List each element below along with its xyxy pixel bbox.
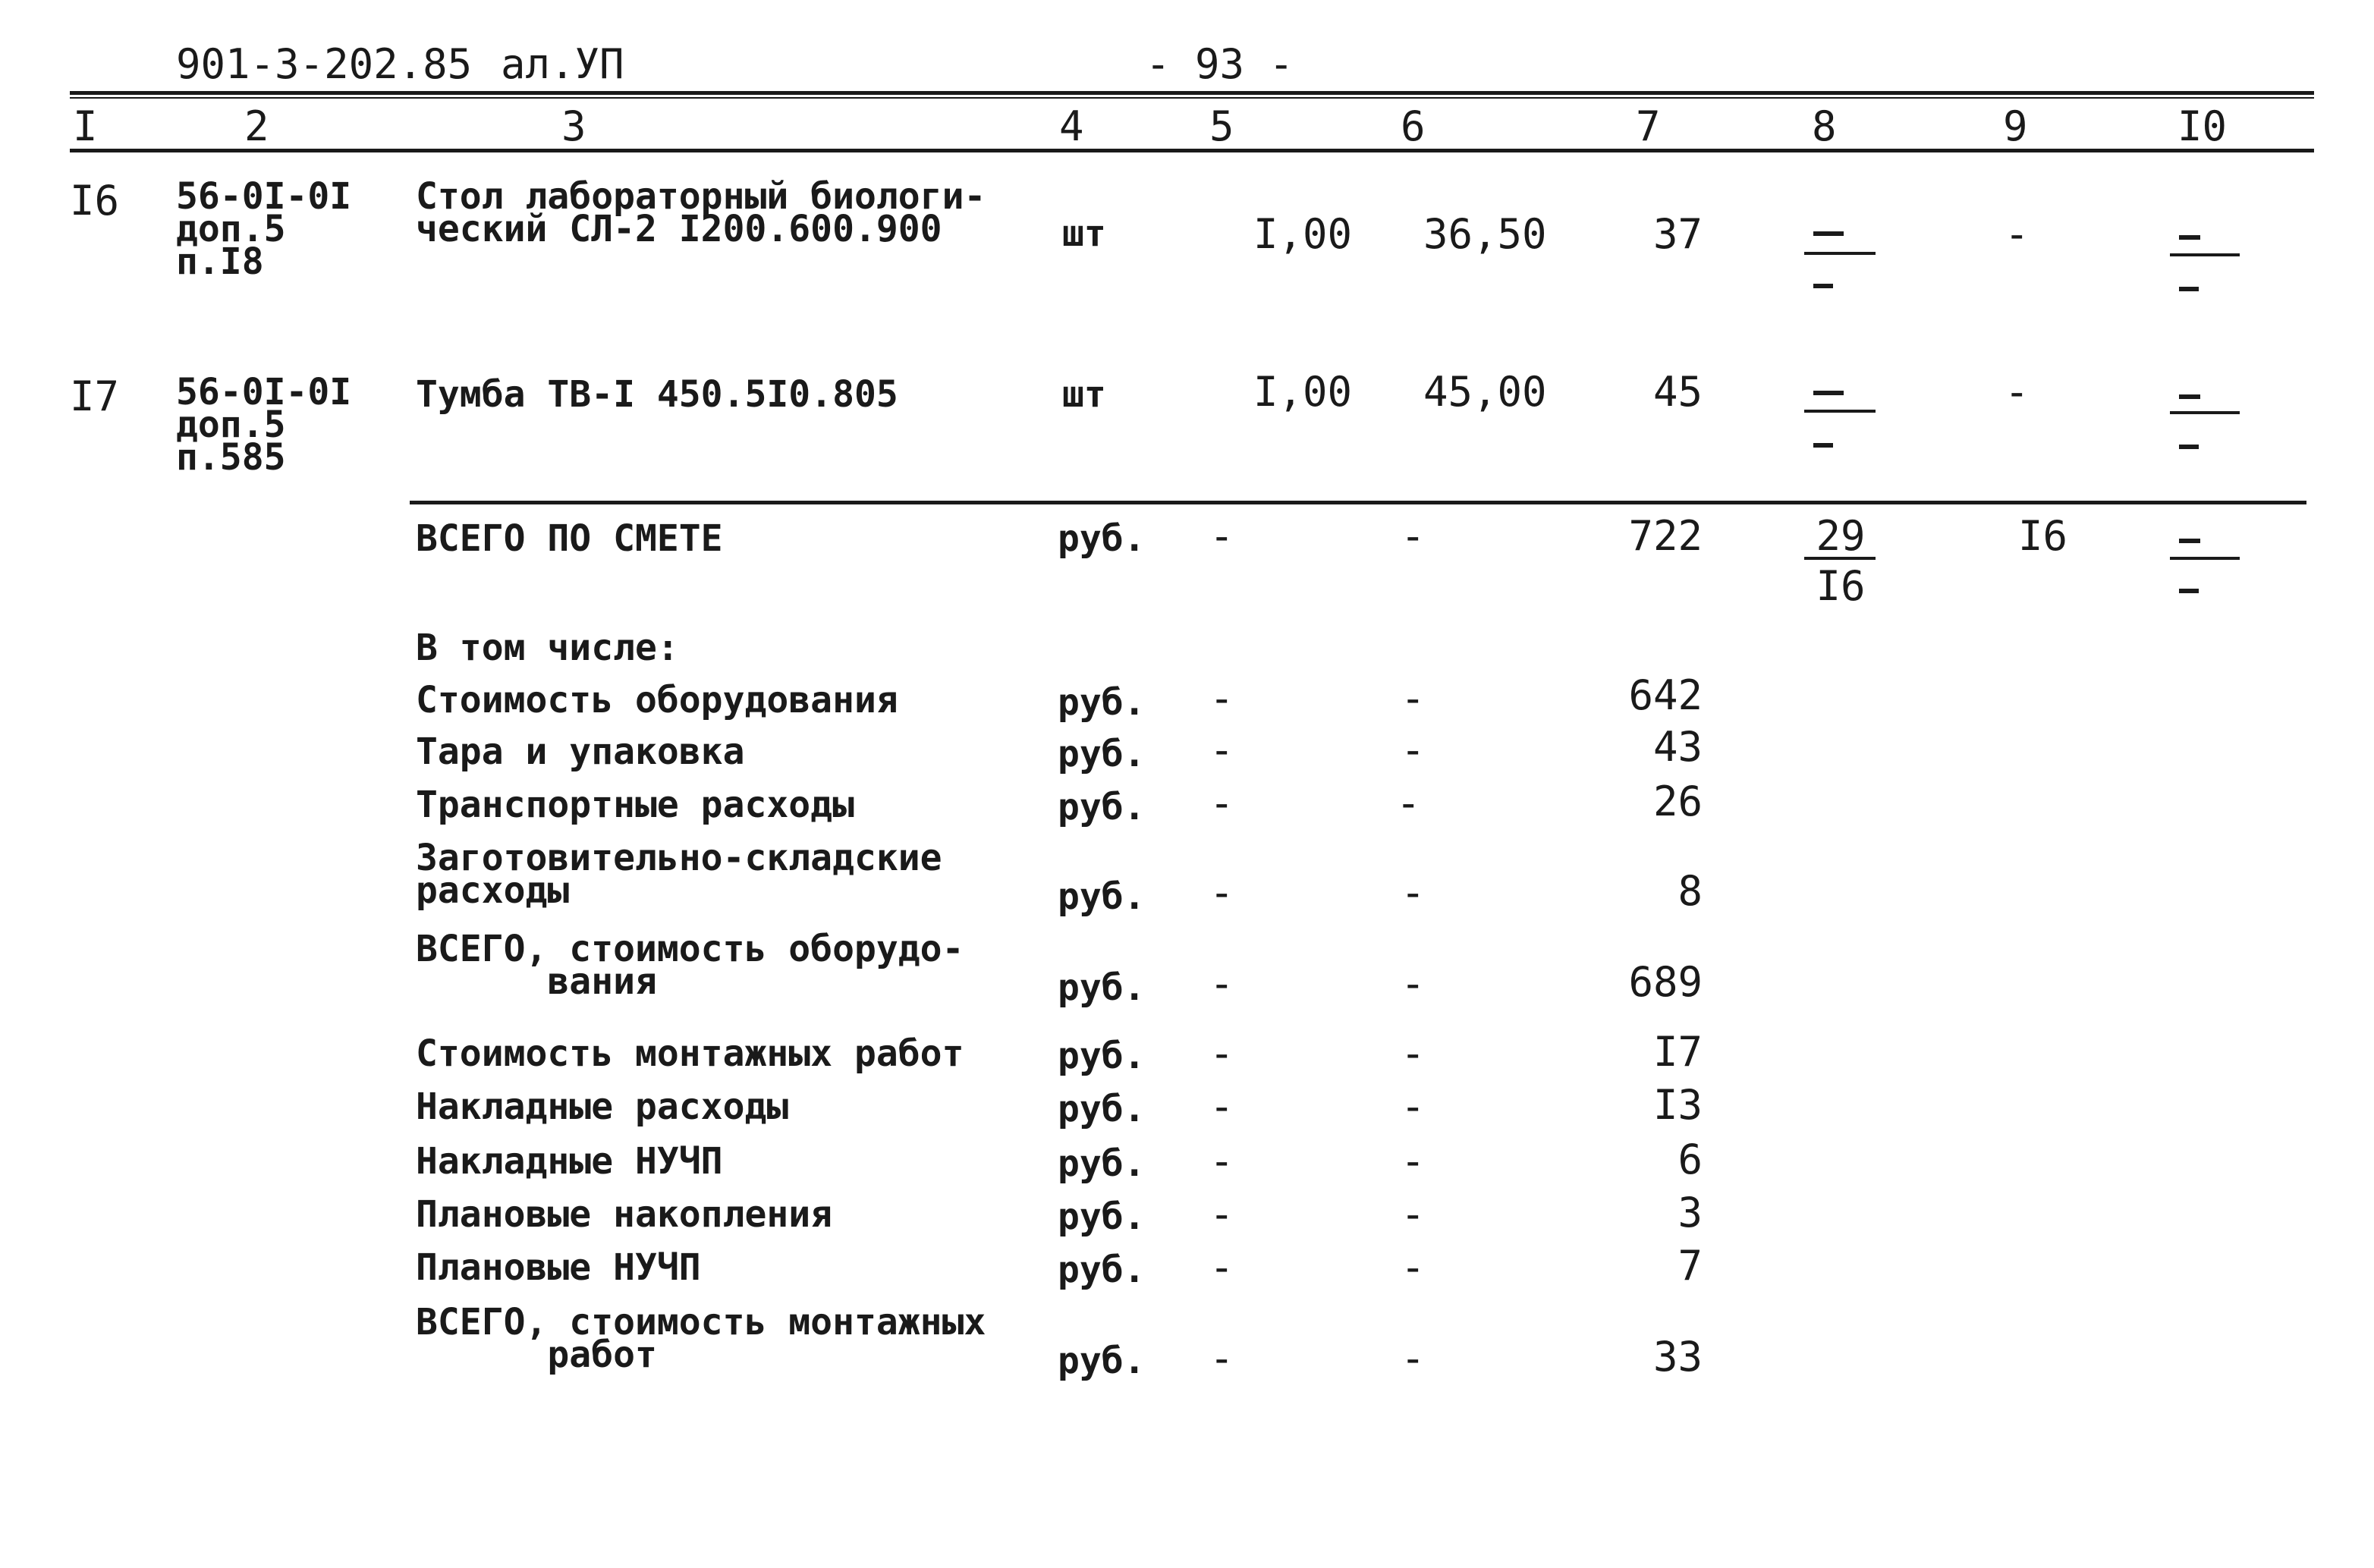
breakdown-qty: - (1209, 1190, 1234, 1238)
item-col9: - (2005, 210, 2030, 258)
breakdown-label: Тара и упаковка (416, 731, 745, 773)
breakdown-value: I3 (1652, 1081, 1703, 1129)
breakdown-qty: - (1209, 1334, 1234, 1382)
item-price: 45,00 (1423, 368, 1547, 416)
breakdown-qty: - (1209, 1029, 1234, 1077)
col-num-6: 6 (1401, 102, 1426, 150)
album-label: ал.УП (501, 40, 624, 88)
breakdown-value: 26 (1652, 778, 1703, 825)
item-number: I7 (70, 372, 120, 420)
breakdown-value: 33 (1652, 1333, 1703, 1381)
document-code: 901-3-202.85 (176, 40, 473, 88)
breakdown-price: - (1401, 1029, 1426, 1077)
breakdown-unit: руб. (1058, 1142, 1146, 1185)
grand-total-qty: - (1209, 512, 1234, 560)
item-unit: шт (1062, 373, 1106, 416)
col8-dash-bottom (1813, 443, 1833, 448)
col-num-9: 9 (2003, 102, 2028, 150)
breakdown-title: В том числе: (416, 627, 679, 669)
breakdown-qty: - (1209, 1137, 1234, 1185)
breakdown-value: 642 (1628, 671, 1703, 719)
col10-fraction-bar (2170, 411, 2240, 414)
item-price: 36,50 (1423, 210, 1547, 258)
col10-dash-top (2179, 394, 2200, 399)
col8-dash-top (1813, 231, 1844, 236)
page-number: - 93 - (1146, 40, 1294, 88)
breakdown-label: Плановые НУЧП (416, 1246, 701, 1289)
col-num-10: I0 (2177, 102, 2228, 150)
col-num-7: 7 (1636, 102, 1661, 150)
total-rule (410, 501, 2306, 504)
item-quantity: I,00 (1253, 368, 1353, 416)
breakdown-price: - (1401, 960, 1426, 1007)
breakdown-value: I7 (1652, 1028, 1703, 1076)
col10-dash-bottom (2179, 287, 2199, 291)
breakdown-value: 43 (1652, 723, 1703, 771)
breakdown-unit: руб. (1058, 786, 1146, 828)
breakdown-qty: - (1209, 726, 1234, 774)
header-rule-top-thin (70, 97, 2314, 99)
breakdown-label: Накладные НУЧП (416, 1140, 723, 1183)
item-name: Тумба ТВ-I 450.5I0.805 (416, 373, 898, 416)
item-total: 45 (1652, 368, 1703, 416)
col-num-8: 8 (1812, 102, 1837, 150)
item-number: I6 (70, 177, 120, 225)
col-num-4: 4 (1059, 102, 1084, 150)
breakdown-label: ВСЕГО, стоимость оборудо- вания (416, 928, 964, 1004)
col8-fraction-bar (1804, 252, 1876, 255)
item-code: 56-0I-0I доп.5 п.585 (176, 371, 352, 479)
breakdown-label: Стоимость монтажных работ (416, 1032, 964, 1075)
breakdown-price: - (1401, 674, 1426, 722)
breakdown-qty: - (1209, 674, 1234, 722)
col8-fraction-bar (1804, 410, 1876, 413)
breakdown-price: - (1401, 869, 1426, 916)
item-name: Стол лабораторный биологи- ческий СЛ-2 I200.600.900 (416, 175, 986, 251)
breakdown-value: 3 (1678, 1189, 1703, 1236)
item-code: 56-0I-0I доп.5 п.I8 (176, 175, 352, 284)
breakdown-price: - (1401, 1243, 1426, 1291)
breakdown-unit: руб. (1058, 733, 1146, 775)
grand-total-col10-dash-bottom (2179, 589, 2199, 593)
breakdown-unit: руб. (1058, 1035, 1146, 1077)
breakdown-label: Плановые накопления (416, 1193, 833, 1236)
grand-total-col8-denominator: I6 (1816, 562, 1866, 610)
breakdown-qty: - (1209, 779, 1234, 827)
col10-fraction-bar (2170, 253, 2240, 256)
header-rule-bottom (70, 149, 2314, 152)
col8-dash-bottom (1813, 284, 1833, 288)
breakdown-unit: руб. (1058, 1249, 1146, 1291)
item-quantity: I,00 (1253, 210, 1353, 258)
breakdown-qty: - (1209, 960, 1234, 1007)
item-unit: шт (1062, 212, 1106, 255)
breakdown-unit: руб. (1058, 875, 1146, 918)
breakdown-price: - (1401, 726, 1426, 774)
col-num-5: 5 (1209, 102, 1234, 150)
breakdown-label: ВСЕГО, стоимость монтажных работ (416, 1301, 986, 1377)
col-num-1: I (73, 102, 98, 150)
breakdown-value: 8 (1678, 867, 1703, 915)
breakdown-unit: руб. (1058, 966, 1146, 1009)
grand-total-value: 722 (1628, 512, 1703, 560)
item-col9: - (2005, 368, 2030, 416)
breakdown-price: - (1401, 1083, 1426, 1130)
col-num-3: 3 (561, 102, 586, 150)
grand-total-col10-bar (2170, 557, 2240, 560)
col-num-2: 2 (244, 102, 269, 150)
breakdown-value: 6 (1678, 1136, 1703, 1183)
item-total: 37 (1652, 210, 1703, 258)
grand-total-col9: I6 (2018, 512, 2068, 560)
col8-dash-top (1813, 391, 1844, 395)
grand-total-col8-bar (1804, 557, 1876, 560)
breakdown-qty: - (1209, 1243, 1234, 1291)
breakdown-value: 689 (1628, 958, 1703, 1006)
breakdown-price: - (1401, 1190, 1426, 1238)
breakdown-price: - (1396, 779, 1421, 827)
breakdown-price: - (1401, 1334, 1426, 1382)
breakdown-label: Накладные расходы (416, 1086, 789, 1128)
breakdown-unit: руб. (1058, 1088, 1146, 1130)
grand-total-unit: руб. (1058, 517, 1146, 560)
grand-total-col10-dash-top (2179, 539, 2200, 543)
breakdown-value: 7 (1678, 1242, 1703, 1290)
breakdown-label: Транспортные расходы (416, 784, 854, 826)
breakdown-price: - (1401, 1137, 1426, 1185)
col10-dash-top (2179, 235, 2200, 240)
col10-dash-bottom (2179, 445, 2199, 449)
breakdown-unit: руб. (1058, 681, 1146, 724)
grand-total-col8-numerator: 29 (1816, 512, 1866, 560)
grand-total-price: - (1401, 512, 1426, 560)
breakdown-unit: руб. (1058, 1196, 1146, 1238)
grand-total-label: ВСЕГО ПО СМЕТЕ (416, 517, 723, 560)
breakdown-qty: - (1209, 869, 1234, 916)
breakdown-label: Стоимость оборудования (416, 679, 898, 721)
header-rule-top (70, 91, 2314, 95)
breakdown-qty: - (1209, 1083, 1234, 1130)
breakdown-unit: руб. (1058, 1340, 1146, 1382)
breakdown-label: Заготовительно-складские расходы (416, 837, 942, 913)
